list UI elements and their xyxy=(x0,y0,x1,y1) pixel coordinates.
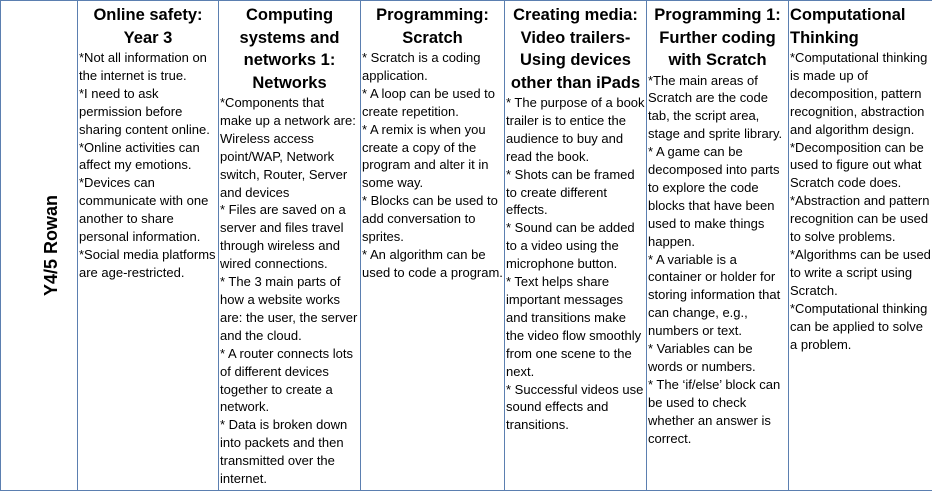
point: *Decomposition can be used to figure out what Scratch code does. xyxy=(790,139,924,191)
year-group-cell xyxy=(1,1,78,491)
column-title: Computational Thinking xyxy=(790,6,906,47)
point: * Scratch is a coding application. xyxy=(362,50,481,83)
column-computing-systems-networks xyxy=(219,1,361,491)
column-title: Creating media: Video trailers- Using devices other than iPads xyxy=(510,6,641,92)
point: *Computational thinking is made up of decomposition, pattern recognition, abstraction and algorithm design. xyxy=(790,50,928,137)
column-points xyxy=(648,72,787,448)
column-points xyxy=(220,94,359,488)
point: *Computational thinking can be applied to solve a problem. xyxy=(790,300,928,352)
point: *Abstraction and pattern recognition can be used to solve problems. xyxy=(790,193,930,245)
point: *Not all information on the internet is true. xyxy=(79,50,207,83)
point: * A router connects lots of different devices together to create a network. xyxy=(220,345,353,415)
column-title: Online safety: Year 3 xyxy=(93,6,203,47)
point: * The ‘if/else’ block can be used to check whether an answer is correct. xyxy=(648,376,781,446)
column-programming-scratch xyxy=(361,1,505,491)
point: * Shots can be framed to create different effects. xyxy=(506,166,635,218)
column-programming-further-scratch xyxy=(647,1,789,491)
column-title: Computing systems and networks 1: Networks xyxy=(239,6,340,92)
point: * A loop can be used to create repetition. xyxy=(362,85,495,119)
column-points xyxy=(790,49,931,353)
point: *Devices can communicate with one another to share personal information. xyxy=(79,175,209,245)
column-title: Programming 1: Further coding with Scratch xyxy=(654,6,781,69)
point: * Blocks can be used to add conversation to sprites. xyxy=(362,193,498,245)
point: * Sound can be added to a video using the microphone button. xyxy=(506,220,635,272)
column-online-safety xyxy=(78,1,219,491)
point: * The 3 main parts of how a website works are: the user, the server and the cloud. xyxy=(220,274,358,343)
curriculum-row xyxy=(1,1,932,491)
column-points xyxy=(362,49,503,282)
point: * A game can be decomposed into parts to explore the code blocks that have been used to make things happen. xyxy=(648,144,780,249)
column-points xyxy=(506,94,645,434)
point: *Algorithms can be used to write a script using Scratch. xyxy=(790,246,931,298)
column-creating-media-video-trailers xyxy=(505,1,647,491)
point: *Components that make up a network are: Wireless access point/WAP, Network switch, Router, Server and devices xyxy=(220,95,356,200)
column-title: Programming: Scratch xyxy=(376,6,489,47)
point: * Variables can be words or numbers. xyxy=(648,341,756,374)
point: *I need to ask permission before sharing content online. xyxy=(79,85,210,137)
column-points xyxy=(79,49,217,282)
point: *The main areas of Scratch are the code tab, the script area, stage and sprite library. xyxy=(648,72,783,142)
point: * The purpose of a book trailer is to entice the audience to buy and read the book. xyxy=(506,95,645,164)
point: * A remix is when you create a copy of the program and alter it in some way. xyxy=(362,121,489,191)
point: * A variable is a container or holder for storing information that can change, e.g., numbers or text. xyxy=(648,251,781,339)
column-computational-thinking xyxy=(789,1,932,491)
point: * Successful videos use sound effects and transitions. xyxy=(506,381,644,433)
point: * Text helps share important messages and transitions make the video flow smoothly from one scene to the next. xyxy=(506,274,642,379)
point: *Online activities can affect my emotions. xyxy=(79,139,200,173)
point: * Data is broken down into packets and then transmitted over the internet. xyxy=(220,417,348,487)
year-group-label: Y4/5 Rowan xyxy=(41,194,62,297)
point: * Files are saved on a server and files travel through wireless and wired connections. xyxy=(220,202,346,272)
point: * An algorithm can be used to code a program. xyxy=(362,246,503,280)
point: *Social media platforms are age-restricted. xyxy=(79,246,216,280)
